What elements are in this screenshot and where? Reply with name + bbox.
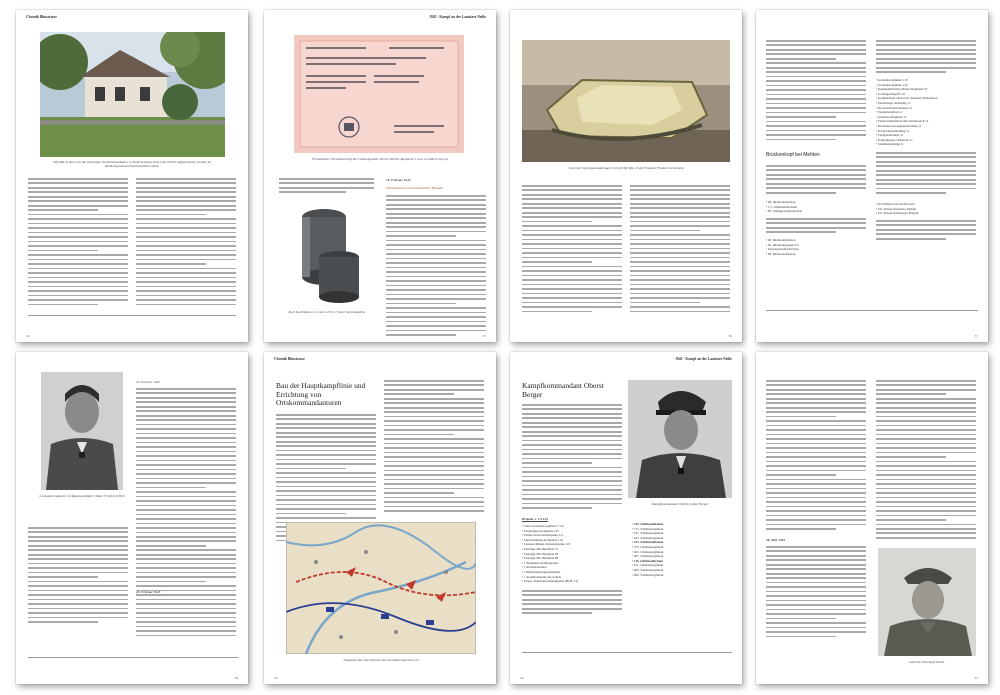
running-header: Chronik Blutstrasse [26, 15, 57, 19]
page-number: 38 [234, 676, 238, 680]
body-text-column-right-low [876, 220, 976, 242]
body-text-column-right-top [876, 40, 976, 76]
officer-portrait [41, 372, 123, 490]
page-number: 40 [520, 676, 524, 680]
shell-casings-photo [279, 202, 374, 307]
units-list-3: • 46 Waffenrat für Kraftwesen • 6 ll. Panzer-Infanterie-Einheit • 6 ll. Panzer-Feldgruppe Brigade [876, 202, 981, 216]
photo-caption: Geschiert Sprengausstattungen 3.Schritt für Kfz. 10 als Folgsam Flusseil versenkend [568, 166, 684, 170]
commander-portrait [628, 380, 732, 498]
portrait-caption: Gefreiter Eberhard Weller [909, 660, 945, 664]
shell-caption: Zwei Kochhülsen 21-1 als 2.18 (1.7) nach Sternhausfeld [288, 310, 365, 314]
footnotes [28, 315, 236, 331]
page-number: 39 [274, 676, 278, 680]
page-number: 37 [974, 334, 978, 338]
body-text-column-left [28, 527, 128, 626]
page-number: 35 [482, 334, 486, 338]
book-page-6 [264, 352, 496, 684]
quote-heading: 20. Februar 1945 [136, 380, 161, 384]
body-text-top-left [279, 178, 374, 196]
chapter-heading: Kampfkommandant Oberst Berger [522, 381, 604, 399]
book-page-5 [16, 352, 248, 684]
units-list-main: • Grenadierregiment 118 • Grenadierregiment 120 • Regimentsbüchse Marine Regiment 37 • Granatgerätegriff 121 • Kommandeur Oberst Dr. Johannes Riebersnow • Pionierlager Abteilung 11 • Divisionsfeldersbatterie 11 • Pionierbataillon 11 • Artillerie-Regiment 11 • Feldersatzbataillon mit Stabsbereich 12 • Divisionsversorgungsabteilung 11 • Nachrichtenabteilung 11 • Feldgendarmerie 11 • Kampfgruppe Waldecke 11 • Sanitätsabteilung 11 [876, 78, 981, 147]
units-list-2: • 68. Infanteriedivision • Nr. Infanteriegruppe 2/2 • Panzergrenadierdivision • 68. Infanteriedivision [766, 238, 866, 256]
chapter-heading: Bau der Hauptkampflinie und Errichtung von Ortskommandanturen [276, 381, 366, 407]
body-text-column-left [766, 380, 866, 532]
document-caption: Freilaminiter Versandvertrag der Ordnungsstelle Teil im Werber-Regiment 5 vom 12.Jindl in 2ng 41 [312, 157, 448, 161]
page-number: 41 [974, 676, 978, 680]
section-date: 1b. Februar 1945 [386, 178, 411, 182]
photo-caption: Gifhalde in dem sich die ehemalige Ortskommandantur in Stadt Schönau einst und 2.Estrit aufgenommen worden im Weltkriegsmonat II jahreszeitlich stehen [52, 160, 212, 169]
section-subtitle: Gleichgesinnt wit mechanisierter Brigade [386, 186, 443, 190]
brigade-units-list: • Volks Grenadierregiment 1 121 • Panzerjäger-Kompanie 165 • Panzer-Zerstörerkompanie 111 • Sturmschützen-Kompanie 116 • Landesschützen-Stabskompanie 113 • Festungs-MG-Bataillon 31 • Festungs-MG-Bataillon 82 • Festungs-MG-Bataillon 88 • 1 Bergmann-Zeltkompanie • 1 Arbeitsbataillon • 1 Befreiungstruppenkammer • 1 Alarmkompanie der Schule • Ungar.-Panzerabwehrkompanie (HOK 14) [522, 524, 622, 584]
battle-map [286, 522, 476, 654]
body-text-column-right-mid [876, 152, 976, 197]
body-text-lower-left [766, 218, 866, 236]
body-text-column-right [384, 380, 484, 515]
body-text-column-right [630, 185, 730, 315]
book-page-3 [510, 10, 742, 342]
body-text-column-left-low [766, 546, 866, 640]
body-text-column-left [766, 40, 866, 143]
map-caption: Lageplan über die Schlacht mit Grenadierregiment 114 [343, 658, 419, 662]
document-scan [294, 35, 464, 153]
body-text-column-left [522, 185, 622, 315]
page-number: 34 [26, 334, 30, 338]
body-text-column-left-low [522, 590, 622, 617]
book-page-1 [16, 10, 248, 342]
brigade-subhead: Brigade 1. 1.9.145 [522, 517, 548, 521]
body-text-column-right [136, 178, 236, 308]
soviet-units-list: • 210. Schützendivision • 175. Schützenregiment • 231. Schützenregiment • 241. Schützenregiment • 233. Schützendivision • 375. Schützenregiment • 465. Schützenregiment • 487. Schützenregiment • 110. Schützendivision • 611. Schützenregiment • 665. Schützenregiment • 690. Schützenregiment [632, 522, 732, 577]
body-text-column-left [28, 178, 128, 308]
running-header: 1945 - Kampf an der Lausitzer Neiße [429, 15, 486, 19]
units-list-1: • 68. Infanteriedivision • 171. Infanteriedivision • 85. Volksgrenadierdivision [766, 200, 866, 214]
book-page-2 [264, 10, 496, 342]
portrait-caption: Kampfkommandant Oberst Lothar Berger [651, 502, 709, 506]
book-page-8 [756, 352, 988, 684]
body-text-heading-section [766, 165, 866, 196]
running-header: Chronik Blutstrasse [274, 357, 305, 361]
section-heading: Brückenkopf bei Mehlen [766, 152, 820, 158]
body-text-column-right [876, 380, 976, 541]
book-page-4 [756, 10, 988, 342]
portrait-caption: Grenadierregiment 114 Regimentsführer Major Friedrich Pfeil [39, 494, 125, 498]
footnotes [766, 310, 978, 330]
section-date: 28. Mär 1945 [766, 538, 786, 542]
footnotes [522, 652, 732, 672]
section-date: 20. Februar 1945 [136, 590, 161, 594]
body-text-column-right [136, 388, 236, 639]
soldier-portrait [878, 548, 976, 656]
body-text-column-left [522, 404, 622, 512]
vehicle-model-photo [522, 40, 730, 162]
body-text-column-right [386, 195, 486, 339]
house-photo [40, 32, 225, 157]
book-page-7 [510, 352, 742, 684]
footnotes [28, 657, 238, 673]
running-header: 1945 - Kampf an der Lausitzer Neiße [675, 357, 732, 361]
page-number: 36 [728, 334, 732, 338]
